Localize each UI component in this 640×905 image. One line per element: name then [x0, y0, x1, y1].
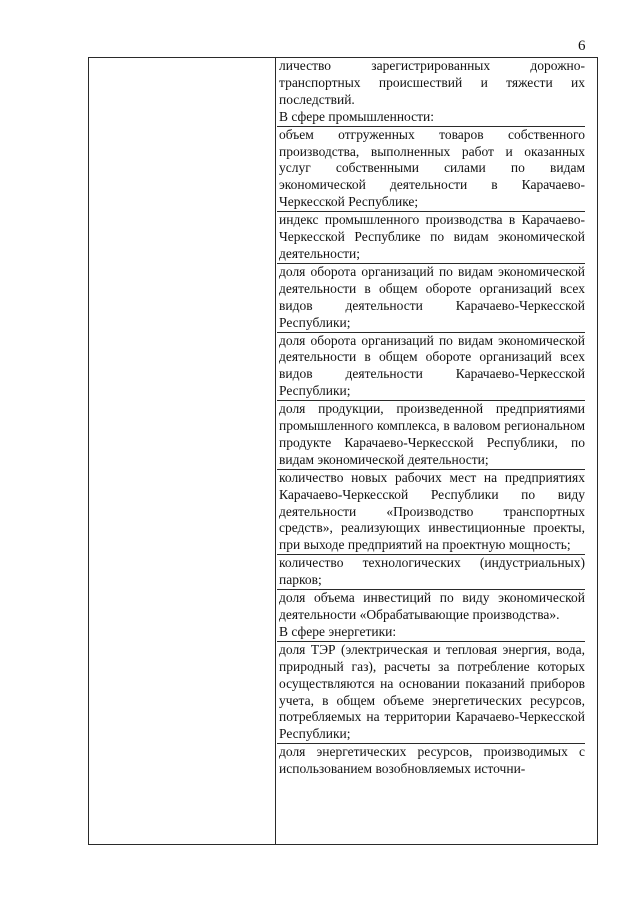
indicator-paragraph: доля энергетических ресурсов, производимых с использованием возобновляемых источни-	[279, 744, 585, 777]
indicators-column	[279, 58, 585, 778]
indicator-paragraph: доля оборота организаций по видам экономической деятельности в общем обороте организаций всех видов деятельности Карачаево-Черкесской Республики;	[279, 263, 585, 330]
indicator-paragraph: объем отгруженных товаров собственного производства, выполненных работ и оказанных услуг собственными силами по видам экономической деятельности в Карачаево-Черкесской Республике;	[279, 126, 585, 210]
section-heading: В сфере энергетики:	[279, 623, 397, 639]
indicator-paragraph: доля оборота организаций по видам экономической деятельности в общем обороте организаций всех видов деятельности Карачаево-Черкесской Республики;	[279, 332, 585, 399]
indicator-paragraph: количество новых рабочих мест на предприятиях Карачаево-Черкесской Республики по виду деятельности «Производство транспортных средств», реализующих инвестиционные проекты, при выходе предприятий на проектную мощность;	[279, 469, 585, 553]
page-number: 6	[578, 38, 586, 54]
column-divider	[275, 58, 276, 844]
indicator-paragraph: количество технологических (индустриальных) парков;	[279, 555, 585, 588]
indicator-paragraph: личество зарегистрированных дорожно-транспортных происшествий и тяжести их последствий.	[279, 58, 585, 107]
indicator-paragraph: доля объема инвестиций по виду экономической деятельности «Обрабатывающие производства».	[279, 590, 585, 622]
indicator-paragraph: индекс промышленного производства в Карачаево-Черкесской Республике по видам экономической деятельности;	[279, 212, 585, 261]
document-table	[88, 57, 598, 845]
indicator-paragraph: доля продукции, произведенной предприятиями промышленного комплекса, в валовом региональном продукте Карачаево-Черкесской Республики, по видам экономической деятельности;	[279, 401, 585, 467]
indicator-paragraph: доля ТЭР (электрическая и тепловая энергия, вода, природный газ), расчеты за потребление которых осуществляются на основании показаний приборов учета, в общем объеме энергетических ресурсов, потребляемых на территории Карачаево-Черкесской Республики;	[279, 641, 585, 742]
section-heading: В сфере промышленности:	[279, 108, 434, 124]
